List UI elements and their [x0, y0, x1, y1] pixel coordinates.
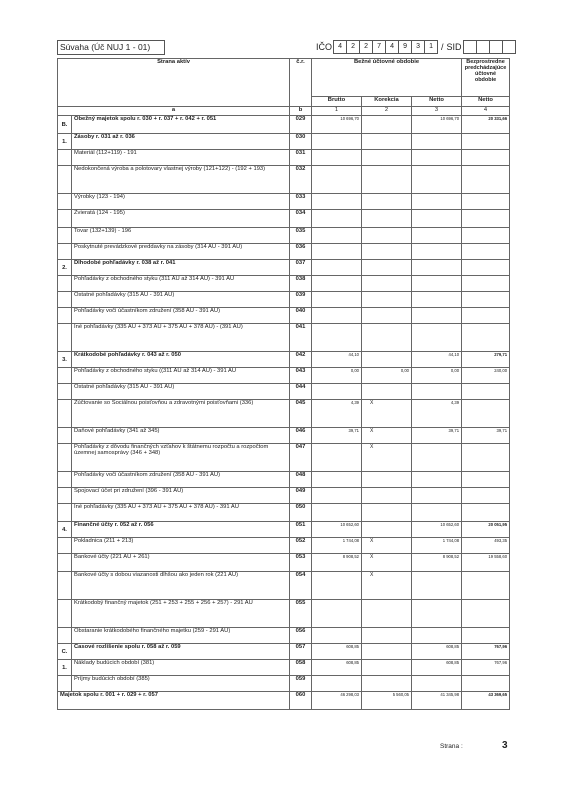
row-code: 053	[290, 554, 312, 572]
page-header	[57, 40, 509, 56]
table-row	[58, 676, 510, 692]
row-label: Ostatné pohľadávky (315 AÚ - 391 AÚ)	[72, 292, 290, 308]
row-code: 029	[290, 116, 312, 134]
table-row	[58, 444, 510, 472]
cell-korekcia	[362, 488, 412, 504]
cell-korekcia	[362, 116, 412, 134]
cell-korekcia	[362, 210, 412, 228]
cell-netto: 608,85	[412, 644, 462, 660]
cell-netto	[412, 228, 462, 244]
row-code: 049	[290, 488, 312, 504]
row-label: Príjmy budúcich období (385)	[72, 676, 290, 692]
row-mark	[58, 572, 72, 600]
table-row	[58, 244, 510, 260]
idx-b: b	[290, 107, 312, 116]
table-row	[58, 228, 510, 244]
page-label: Strana :	[440, 743, 463, 750]
table-row	[58, 210, 510, 228]
cell-prev	[462, 194, 510, 210]
cell-netto: 8 908,52	[412, 554, 462, 572]
row-mark: B.	[58, 116, 72, 134]
cell-brutto: 1 744,08	[312, 538, 362, 554]
cell-netto	[412, 472, 462, 488]
cell-netto	[412, 292, 462, 308]
row-label: Bankové účty s dobou viazanosti dlhšou ako jeden rok (221 AÚ)	[72, 572, 290, 600]
table-row	[58, 134, 510, 150]
row-label: Iné pohľadávky (335 AÚ + 373 AÚ + 375 AÚ + 378 AÚ) - (391 AÚ)	[72, 324, 290, 352]
row-label: Časové rozlíšenie spolu r. 058 až r. 059	[72, 644, 290, 660]
cell-netto	[412, 150, 462, 166]
table-row	[58, 600, 510, 628]
row-label: Pohľadávky z obchodného styku (311 AÚ až 314 AÚ) - 391 AÚ	[72, 276, 290, 292]
row-label: Bankové účty (221 AÚ + 261)	[72, 554, 290, 572]
row-mark	[58, 444, 72, 472]
cell-brutto	[312, 628, 362, 644]
row-label: Materiál (112+119) - 191	[72, 150, 290, 166]
row-mark: 4.	[58, 522, 72, 538]
row-code: 058	[290, 660, 312, 676]
cell-korekcia	[362, 150, 412, 166]
cell-brutto	[312, 488, 362, 504]
row-mark	[58, 600, 72, 628]
ico-field	[316, 40, 516, 54]
cell-prev	[462, 228, 510, 244]
sid-label: SID	[446, 42, 462, 52]
table-row	[58, 368, 510, 384]
sid-box	[476, 40, 490, 54]
row-code: 038	[290, 276, 312, 292]
idx-4: 4	[462, 107, 510, 116]
ico-digit: 4	[385, 40, 399, 54]
ico-digit: 9	[398, 40, 412, 54]
row-mark	[58, 308, 72, 324]
table-row	[58, 352, 510, 368]
cell-prev: 43 369,65	[462, 692, 510, 710]
table-row	[58, 150, 510, 166]
cell-korekcia	[362, 308, 412, 324]
cell-prev	[462, 276, 510, 292]
cell-brutto: 10 652,60	[312, 522, 362, 538]
cell-netto: 4,39	[412, 400, 462, 428]
cell-brutto: 608,85	[312, 660, 362, 676]
row-label: Obežný majetok spolu r. 030 + r. 037 + r. 042 + r. 051	[72, 116, 290, 134]
row-label: Ostatné pohľadávky (315 AÚ - 391 AÚ)	[72, 384, 290, 400]
cell-brutto	[312, 150, 362, 166]
cell-netto	[412, 324, 462, 352]
row-code: 052	[290, 538, 312, 554]
cell-brutto: 39,71	[312, 428, 362, 444]
cell-brutto	[312, 260, 362, 276]
sid-box	[502, 40, 516, 54]
ico-digit: 4	[333, 40, 347, 54]
table-row	[58, 628, 510, 644]
cell-netto: 608,85	[412, 660, 462, 676]
cell-korekcia	[362, 324, 412, 352]
row-mark	[58, 488, 72, 504]
cell-brutto	[312, 292, 362, 308]
row-code: 046	[290, 428, 312, 444]
cell-korekcia	[362, 522, 412, 538]
cell-brutto: 10 696,70	[312, 116, 362, 134]
cell-korekcia: X	[362, 400, 412, 428]
cell-brutto: 608,85	[312, 644, 362, 660]
cell-brutto	[312, 472, 362, 488]
table-row	[58, 538, 510, 554]
cell-netto: 10 652,60	[412, 522, 462, 538]
col-netto-prev: Netto	[462, 97, 510, 107]
cell-brutto	[312, 166, 362, 194]
cell-prev: 767,96	[462, 644, 510, 660]
row-code: 040	[290, 308, 312, 324]
separator: /	[441, 42, 444, 52]
cell-netto	[412, 504, 462, 522]
table-row	[58, 260, 510, 276]
cell-korekcia: X	[362, 444, 412, 472]
header-row	[58, 59, 510, 97]
table-row	[58, 292, 510, 308]
cell-prev: 493,35	[462, 538, 510, 554]
row-label: Iné pohľadávky (335 AÚ + 373 AÚ + 375 AÚ + 378 AÚ) - 391 AÚ	[72, 504, 290, 522]
cell-prev: 39,71	[462, 428, 510, 444]
cell-korekcia	[362, 628, 412, 644]
row-mark	[58, 166, 72, 194]
cell-netto	[412, 600, 462, 628]
row-code: 030	[290, 134, 312, 150]
row-label: Pohľadávky voči účastníkom združení (358 AÚ - 391 AÚ)	[72, 308, 290, 324]
cell-prev	[462, 400, 510, 428]
cell-prev	[462, 676, 510, 692]
cell-netto: 10 696,70	[412, 116, 462, 134]
cell-korekcia	[362, 504, 412, 522]
cell-netto	[412, 276, 462, 292]
cell-brutto	[312, 228, 362, 244]
cell-brutto	[312, 504, 362, 522]
row-label: Zásoby r. 031 až r. 036	[72, 134, 290, 150]
ico-digit: 1	[424, 40, 438, 54]
cell-korekcia: 5 560,05	[362, 692, 412, 710]
cell-netto	[412, 260, 462, 276]
cell-netto	[412, 488, 462, 504]
index-row	[58, 107, 510, 116]
cell-netto: 41 345,98	[412, 692, 462, 710]
cell-netto	[412, 166, 462, 194]
row-code: 059	[290, 676, 312, 692]
row-mark	[58, 384, 72, 400]
table-row	[58, 692, 510, 710]
row-code: 060	[290, 692, 312, 710]
row-label: Náklady budúcich období (381)	[72, 660, 290, 676]
table-row	[58, 488, 510, 504]
cell-netto	[412, 444, 462, 472]
cell-korekcia: X	[362, 554, 412, 572]
table-row	[58, 324, 510, 352]
cell-netto	[412, 384, 462, 400]
row-mark: 1.	[58, 134, 72, 150]
ico-digit: 3	[411, 40, 425, 54]
row-mark	[58, 554, 72, 572]
row-code: 039	[290, 292, 312, 308]
col-bezne: Bežné účtovné obdobie	[312, 59, 462, 97]
cell-netto	[412, 308, 462, 324]
row-label: Pokladnica (211 + 213)	[72, 538, 290, 554]
row-label: Zvieratá (124 - 195)	[72, 210, 290, 228]
cell-netto: 1 744,08	[412, 538, 462, 554]
row-code: 033	[290, 194, 312, 210]
cell-korekcia	[362, 134, 412, 150]
table-row	[58, 504, 510, 522]
cell-korekcia	[362, 644, 412, 660]
cell-prev	[462, 260, 510, 276]
row-code: 036	[290, 244, 312, 260]
cell-brutto	[312, 134, 362, 150]
col-korekcia: Korekcia	[362, 97, 412, 107]
row-mark	[58, 244, 72, 260]
col-bezprostredne: Bezprostredne predchádzajúce účtovné obdobie	[462, 59, 510, 97]
row-mark	[58, 292, 72, 308]
row-code: 054	[290, 572, 312, 600]
row-mark	[58, 400, 72, 428]
row-code: 032	[290, 166, 312, 194]
cell-korekcia	[362, 660, 412, 676]
row-code: 037	[290, 260, 312, 276]
table-row	[58, 276, 510, 292]
cell-netto	[412, 210, 462, 228]
idx-1: 1	[312, 107, 362, 116]
cell-netto	[412, 628, 462, 644]
cell-korekcia	[362, 352, 412, 368]
cell-prev: 240,00	[462, 368, 510, 384]
cell-brutto: 0,00	[312, 368, 362, 384]
row-label: Výrobky (123 - 194)	[72, 194, 290, 210]
cell-korekcia	[362, 276, 412, 292]
cell-brutto	[312, 676, 362, 692]
table-row	[58, 644, 510, 660]
table-row	[58, 308, 510, 324]
table-row	[58, 472, 510, 488]
cell-brutto	[312, 572, 362, 600]
cell-prev	[462, 488, 510, 504]
ico-digit: 7	[372, 40, 386, 54]
table-row	[58, 384, 510, 400]
cell-korekcia	[362, 260, 412, 276]
cell-prev	[462, 572, 510, 600]
row-mark	[58, 276, 72, 292]
row-mark	[58, 194, 72, 210]
cell-netto: 39,71	[412, 428, 462, 444]
row-code: 035	[290, 228, 312, 244]
row-code: 031	[290, 150, 312, 166]
row-code: 041	[290, 324, 312, 352]
cell-korekcia	[362, 194, 412, 210]
cell-prev: 767,96	[462, 660, 510, 676]
row-code: 051	[290, 522, 312, 538]
cell-korekcia: X	[362, 572, 412, 600]
row-code: 043	[290, 368, 312, 384]
row-code: 057	[290, 644, 312, 660]
sid-box	[489, 40, 503, 54]
cell-prev	[462, 324, 510, 352]
cell-korekcia	[362, 384, 412, 400]
cell-prev: 279,71	[462, 352, 510, 368]
cell-brutto	[312, 600, 362, 628]
row-mark	[58, 538, 72, 554]
table-row	[58, 428, 510, 444]
cell-netto: 0,00	[412, 368, 462, 384]
row-code: 044	[290, 384, 312, 400]
cell-korekcia	[362, 292, 412, 308]
sid-box	[463, 40, 477, 54]
row-mark	[58, 368, 72, 384]
col-brutto: Brutto	[312, 97, 362, 107]
table-row	[58, 554, 510, 572]
table-row	[58, 116, 510, 134]
row-mark: 2.	[58, 260, 72, 276]
cell-prev: 20 051,95	[462, 522, 510, 538]
cell-prev	[462, 504, 510, 522]
row-label: Majetok spolu r. 001 + r. 029 + r. 057	[58, 692, 290, 710]
row-mark	[58, 504, 72, 522]
row-label: Pohľadávky z dôvodu finančných vzťahov k štátnemu rozpočtu a rozpočtom územnej samosprávy (346 + 348)	[72, 444, 290, 472]
cell-korekcia: X	[362, 428, 412, 444]
ico-digit: 2	[346, 40, 360, 54]
page-number: 3	[502, 740, 508, 751]
row-label: Krátkodobé pohľadávky r. 043 až r. 050	[72, 352, 290, 368]
ico-label: IČO	[316, 42, 333, 52]
cell-prev	[462, 628, 510, 644]
col-netto: Netto	[412, 97, 462, 107]
cell-netto	[412, 194, 462, 210]
table-body	[58, 116, 510, 710]
cell-brutto	[312, 244, 362, 260]
cell-prev	[462, 292, 510, 308]
cell-korekcia	[362, 676, 412, 692]
row-mark	[58, 210, 72, 228]
table-row	[58, 166, 510, 194]
row-label: Daňové pohľadávky (341 až 345)	[72, 428, 290, 444]
cell-brutto: 46 298,03	[312, 692, 362, 710]
cell-prev	[462, 166, 510, 194]
row-label: Obstaranie krátkodobého finančného majetku (259 - 291 AÚ)	[72, 628, 290, 644]
row-mark	[58, 472, 72, 488]
cell-prev	[462, 308, 510, 324]
row-code: 048	[290, 472, 312, 488]
cell-prev: 19 558,60	[462, 554, 510, 572]
row-mark	[58, 228, 72, 244]
row-code: 056	[290, 628, 312, 644]
col-cr: č.r.	[290, 59, 312, 107]
table-row	[58, 400, 510, 428]
cell-brutto	[312, 384, 362, 400]
row-mark	[58, 676, 72, 692]
row-code: 042	[290, 352, 312, 368]
cell-korekcia	[362, 600, 412, 628]
cell-brutto	[312, 194, 362, 210]
cell-brutto	[312, 210, 362, 228]
row-code: 055	[290, 600, 312, 628]
cell-netto	[412, 244, 462, 260]
cell-brutto: 44,10	[312, 352, 362, 368]
cell-brutto	[312, 444, 362, 472]
row-mark	[58, 428, 72, 444]
balance-sheet-table	[57, 58, 510, 710]
row-mark	[58, 150, 72, 166]
row-code: 034	[290, 210, 312, 228]
row-label: Pohľadávky z obchodného styku ((311 AÚ až 314 AÚ) - 391 AÚ	[72, 368, 290, 384]
cell-netto	[412, 676, 462, 692]
row-mark: C.	[58, 644, 72, 660]
cell-brutto: 4,39	[312, 400, 362, 428]
cell-prev	[462, 444, 510, 472]
row-label: Spojovací účet pri združení (396 - 391 AÚ)	[72, 488, 290, 504]
cell-korekcia	[362, 166, 412, 194]
row-code: 045	[290, 400, 312, 428]
row-label: Dlhodobé pohľadávky r. 038 až r. 041	[72, 260, 290, 276]
row-mark: 3.	[58, 352, 72, 368]
row-label: Poskytnuté prevádzkové preddavky na zásoby (314 AÚ - 391 AÚ)	[72, 244, 290, 260]
cell-prev	[462, 472, 510, 488]
cell-brutto	[312, 276, 362, 292]
cell-netto	[412, 572, 462, 600]
cell-korekcia: 0,00	[362, 368, 412, 384]
row-label: Finančné účty r. 052 až r. 056	[72, 522, 290, 538]
idx-a: a	[58, 107, 290, 116]
cell-korekcia	[362, 472, 412, 488]
row-label: Zúčtovanie so Sociálnou poisťovňou a zdravotnými poisťovňami (336)	[72, 400, 290, 428]
cell-prev: 20 331,66	[462, 116, 510, 134]
cell-brutto: 8 908,52	[312, 554, 362, 572]
table-row	[58, 522, 510, 538]
col-strana-aktiv: Strana aktív	[58, 59, 290, 107]
table-row	[58, 194, 510, 210]
cell-netto: 44,10	[412, 352, 462, 368]
cell-korekcia	[362, 244, 412, 260]
cell-prev	[462, 384, 510, 400]
cell-netto	[412, 134, 462, 150]
table-row	[58, 572, 510, 600]
row-label: Nedokončená výroba a polotovary vlastnej výroby (121+122) - (192 + 193)	[72, 166, 290, 194]
cell-prev	[462, 150, 510, 166]
row-code: 050	[290, 504, 312, 522]
cell-korekcia	[362, 228, 412, 244]
ico-digit: 2	[359, 40, 373, 54]
cell-brutto	[312, 308, 362, 324]
row-mark	[58, 628, 72, 644]
table-row	[58, 660, 510, 676]
row-mark: 1.	[58, 660, 72, 676]
cell-prev	[462, 600, 510, 628]
row-code: 047	[290, 444, 312, 472]
cell-brutto	[312, 324, 362, 352]
row-label: Pohľadávky voči účastníkom združení (358 AÚ - 391 AÚ)	[72, 472, 290, 488]
cell-prev	[462, 134, 510, 150]
row-mark	[58, 324, 72, 352]
row-label: Tovar (132+139) - 196	[72, 228, 290, 244]
row-label: Krátkodobý finančný majetok (251 + 253 + 255 + 256 + 257) - 291 AÚ	[72, 600, 290, 628]
cell-prev	[462, 244, 510, 260]
form-title: Súvaha (Úč NUJ 1 - 01)	[57, 40, 165, 55]
idx-3: 3	[412, 107, 462, 116]
cell-korekcia: X	[362, 538, 412, 554]
cell-prev	[462, 210, 510, 228]
idx-2: 2	[362, 107, 412, 116]
